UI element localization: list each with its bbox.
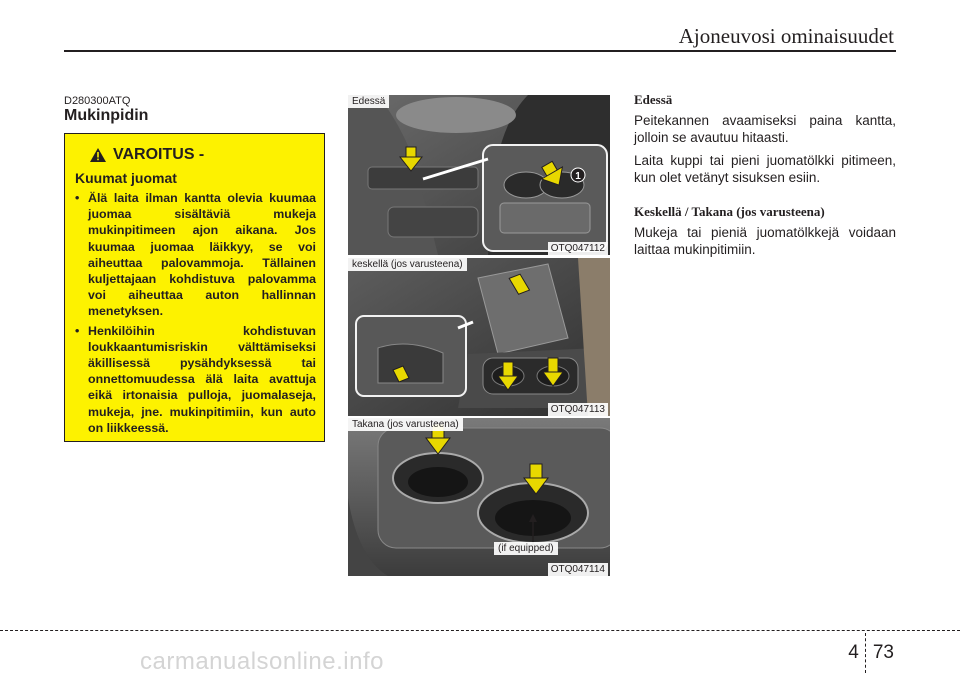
- figure-label: Takana (jos varusteena): [348, 418, 463, 431]
- paragraph: Laita kuppi tai pieni juomatölkki pitimeen, kun olet vetänyt sisuksen esiin.: [634, 153, 896, 185]
- warning-box: [64, 133, 325, 442]
- chapter-number: 4: [848, 642, 859, 663]
- page-number-value: 73: [872, 642, 894, 663]
- paragraph: Mukeja tai pieniä juomatölkkejä voidaan laittaa mukinpitimiin.: [634, 225, 896, 257]
- front-cupholder-photo: [348, 95, 610, 255]
- warning-triangle-icon: [89, 147, 107, 163]
- warning-bullet: • Henkilöihin kohdistuvan loukkaantumisriskin välttämiseksi äkillisessä pysähdyksessä tai onnettomuudessa älä laita avattuja eikä irtonaisia pulloja, juomalaseja, mukeja, jne. mukinpitimiin, kun auto on liikkeessä.: [75, 323, 316, 436]
- header-rule: [64, 50, 896, 52]
- warning-title: VAROITUS -: [113, 146, 205, 163]
- figure-label: keskellä (jos varusteena): [348, 258, 467, 271]
- subheading-front: Edessä: [634, 92, 673, 107]
- footer-rule: [0, 630, 960, 631]
- callout-number: 1: [575, 171, 581, 182]
- subheading-center-rear: Keskellä / Takana (jos varusteena): [634, 204, 825, 219]
- page-number: [848, 633, 894, 673]
- figure-code: OTQ047112: [548, 242, 608, 255]
- figure-code: OTQ047113: [548, 403, 608, 416]
- page-separator: [865, 633, 867, 673]
- figure-code: OTQ047114: [548, 563, 608, 576]
- running-header: Ajoneuvosi ominaisuudet: [678, 24, 894, 48]
- rear-cupholder-photo: [348, 418, 610, 576]
- paragraph: Peitekannen avaamiseksi paina kantta, jolloin se avautuu hitaasti.: [634, 113, 896, 145]
- center-cupholder-photo: [348, 258, 610, 416]
- figure-center: [348, 258, 610, 416]
- section-code: D280300ATQ: [64, 95, 131, 107]
- warning-title-row: [89, 146, 316, 164]
- figure-note: (if equipped): [494, 542, 558, 555]
- figure-rear: [348, 418, 610, 576]
- warning-bullet: • Älä laita ilman kantta olevia kuumaa juomaa sisältäviä mukeja mukinpitimeen ajon aikana. Jos kuumaa juomaa läikkyy, se voi aiheuttaa palovammoja. Tällainen kuljettajaan kohdistuva palovamma voi aiheuttaa auton hallinnan menetyksen.: [75, 190, 316, 320]
- warning-subtitle: Kuumat juomat: [75, 170, 177, 186]
- figure-front: [348, 95, 610, 255]
- warning-list: [75, 190, 316, 436]
- watermark: carmanualsonline.info: [140, 648, 384, 675]
- right-column: [634, 92, 896, 264]
- section-heading: Mukinpidin: [64, 107, 149, 124]
- figure-label: Edessä: [348, 95, 389, 108]
